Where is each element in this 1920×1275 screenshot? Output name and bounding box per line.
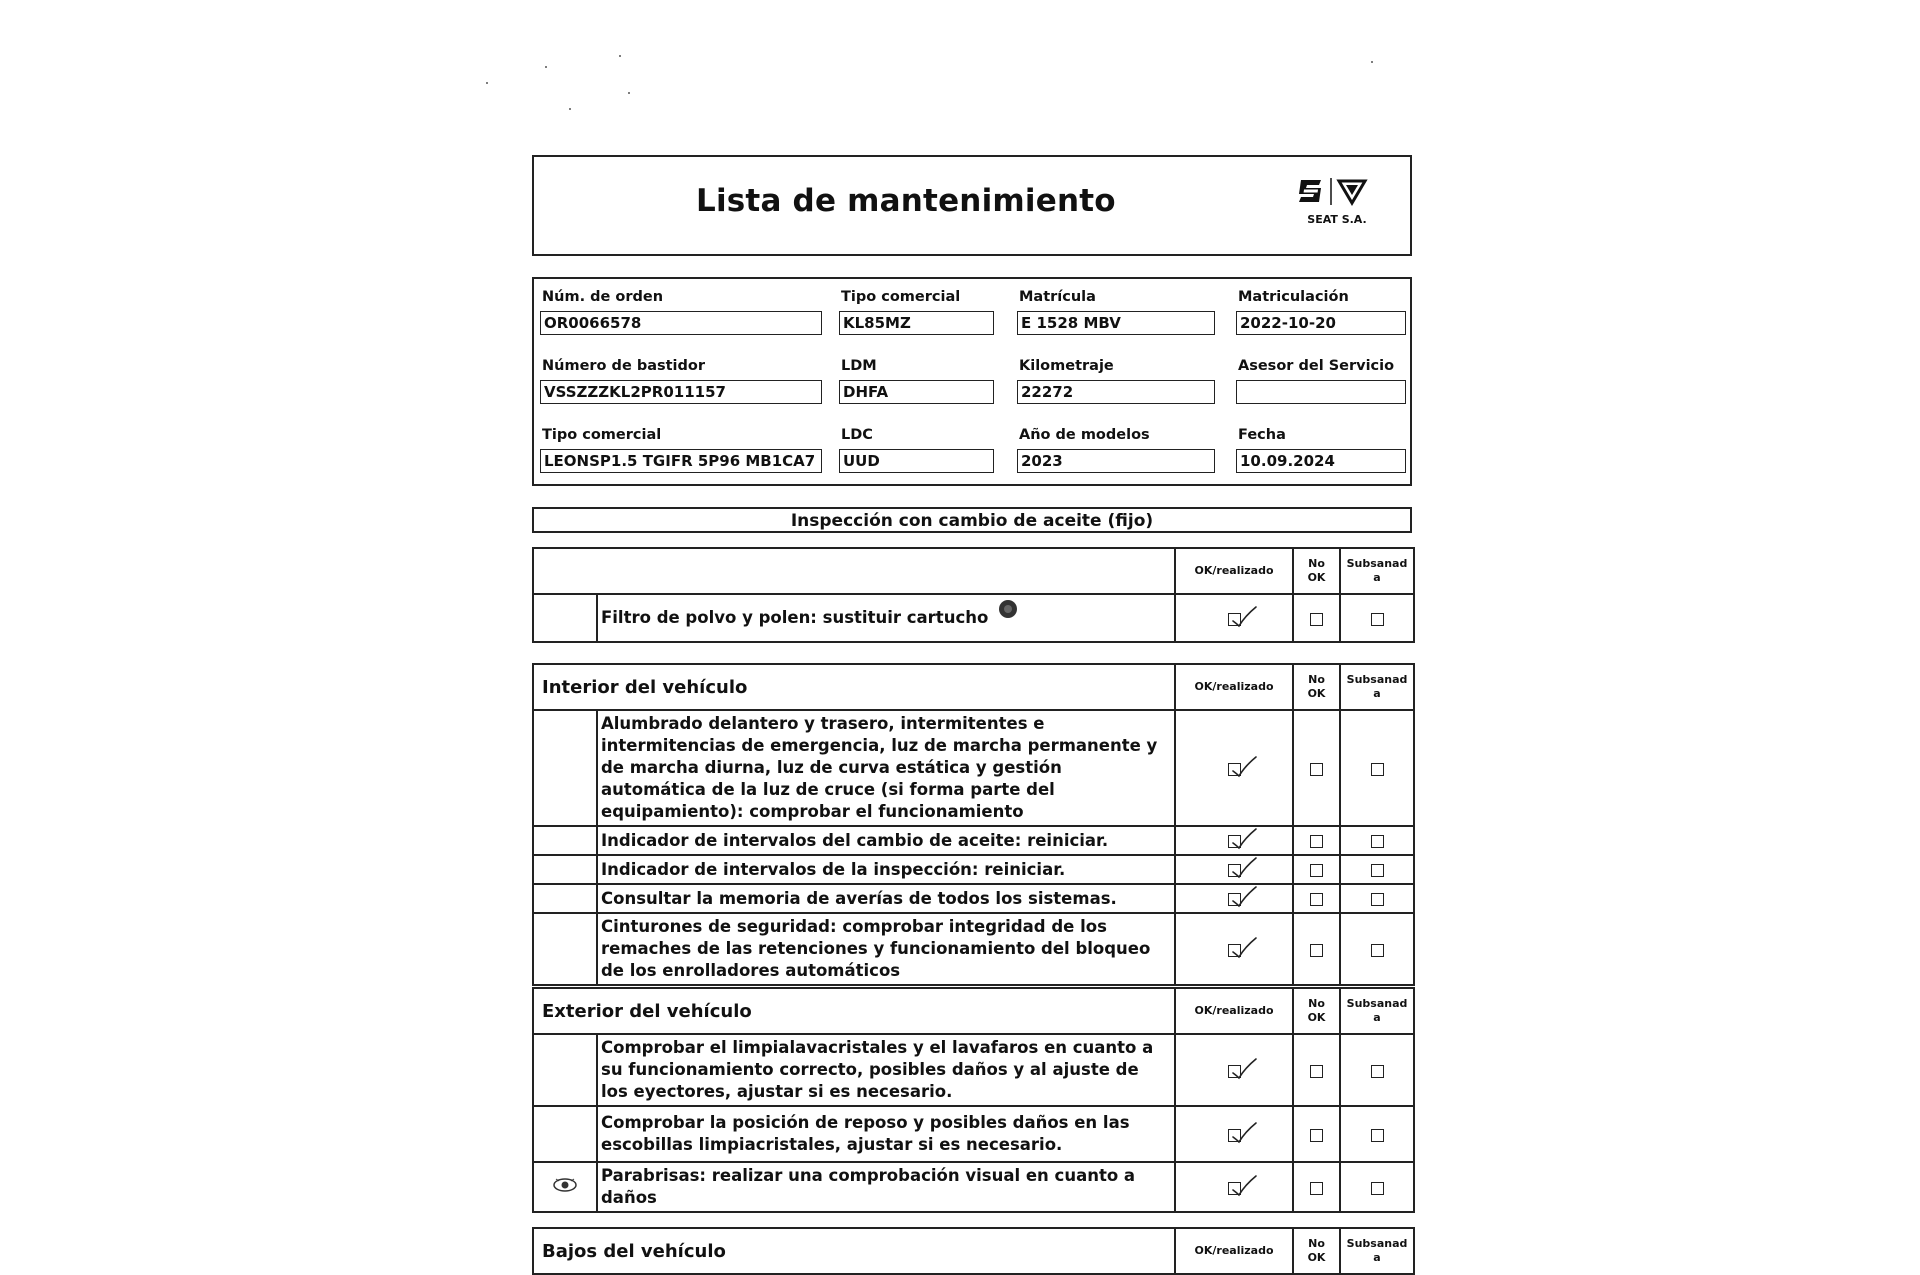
handwritten-check-icon [1231, 828, 1257, 850]
row-icon-cell [533, 710, 597, 826]
model-year-field[interactable]: 2023 [1017, 449, 1215, 473]
ok-checkbox[interactable] [1228, 1182, 1241, 1195]
checkbox-cell-ok [1175, 1034, 1293, 1106]
checkbox-cell-nok [1293, 913, 1340, 985]
commercial-type-label: Tipo comercial [841, 289, 961, 305]
col-not-ok: No OK [1293, 664, 1340, 710]
checklist-row [533, 1034, 1414, 1106]
checkbox-cell-nok [1293, 1034, 1340, 1106]
commercial-type-2-label: Tipo comercial [542, 427, 662, 443]
scan-speck [619, 55, 621, 57]
row-description-text: Filtro de polvo y polen: sustituir cartucho [601, 608, 989, 627]
checklist-row [533, 855, 1414, 884]
not-ok-checkbox[interactable] [1310, 1182, 1323, 1195]
row-description-text: Consultar la memoria de averías de todos los sistemas. [601, 888, 1117, 908]
ok-checkbox[interactable] [1228, 944, 1241, 957]
checkbox-cell-nok [1293, 594, 1340, 642]
row-icon-cell [533, 826, 597, 855]
scan-speck [1371, 61, 1373, 63]
ok-checkbox[interactable] [1228, 893, 1241, 906]
row-description [597, 1162, 1175, 1212]
commercial-type-2-field[interactable]: LEONSP1.5 TGIFR 5P96 MB1CA7 [540, 449, 822, 473]
row-description-text: Alumbrado delantero y trasero, intermitentes e intermitencias de emergencia, luz de marcha permanente y de marcha diurna, luz de curva estática y gestión automática de la luz de cruce (si forma parte del equipamiento): comprobar el funcionamiento [601, 714, 1158, 821]
checkbox-cell-ok [1175, 594, 1293, 642]
row-description [597, 1034, 1175, 1106]
row-icon-cell [533, 855, 597, 884]
row-description [597, 855, 1175, 884]
col-fixed: Subsanad a [1340, 548, 1414, 594]
checkbox-cell-sub [1340, 855, 1414, 884]
not-ok-checkbox[interactable] [1310, 944, 1323, 957]
col-fixed: Subsanad a [1340, 664, 1414, 710]
title-box [532, 155, 1412, 256]
checkbox-cell-sub [1340, 1034, 1414, 1106]
mileage-label: Kilometraje [1019, 358, 1114, 374]
checkbox-cell-sub [1340, 826, 1414, 855]
checkbox-cell-ok [1175, 855, 1293, 884]
logo-text: SEAT S.A. [1307, 213, 1367, 226]
col-ok: OK/realizado [1175, 988, 1293, 1034]
row-description [597, 1106, 1175, 1162]
checklist-row [533, 1106, 1414, 1162]
checkbox-cell-nok [1293, 1162, 1340, 1212]
row-description [597, 826, 1175, 855]
handwritten-check-icon [1231, 857, 1257, 879]
eye-icon [552, 1178, 578, 1197]
checkbox-cell-ok [1175, 710, 1293, 826]
fixed-checkbox[interactable] [1371, 1065, 1384, 1078]
row-description-text: Indicador de intervalos del cambio de aceite: reiniciar. [601, 830, 1109, 850]
row-description-text: Cinturones de seguridad: comprobar integridad de los remaches de las retenciones y funcionamiento del bloqueo de los enrolladores automáticos [601, 917, 1151, 980]
not-ok-checkbox[interactable] [1310, 1129, 1323, 1142]
fixed-checkbox[interactable] [1371, 613, 1384, 626]
handwritten-check-icon [1231, 1122, 1257, 1144]
not-ok-checkbox[interactable] [1310, 864, 1323, 877]
vin-field[interactable]: VSSZZZKL2PR011157 [540, 380, 822, 404]
row-description [597, 594, 1175, 642]
checkbox-cell-nok [1293, 710, 1340, 826]
model-year-label: Año de modelos [1019, 427, 1150, 443]
checkbox-cell-sub [1340, 710, 1414, 826]
checkbox-cell-ok [1175, 913, 1293, 985]
row-icon-cell [533, 913, 597, 985]
col-not-ok: No OK [1293, 1228, 1340, 1274]
vin-label: Número de bastidor [542, 358, 706, 374]
ldm-field[interactable]: DHFA [839, 380, 994, 404]
date-label: Fecha [1238, 427, 1286, 443]
checklist-row [533, 826, 1414, 855]
plate-field[interactable]: E 1528 MBV [1017, 311, 1215, 335]
registration-field[interactable]: 2022-10-20 [1236, 311, 1406, 335]
section-interior [532, 663, 1415, 986]
section-exterior [532, 987, 1415, 1213]
not-ok-checkbox[interactable] [1310, 763, 1323, 776]
page-title: Lista de mantenimiento [696, 183, 1116, 219]
date-field[interactable]: 10.09.2024 [1236, 449, 1406, 473]
checklist-row [533, 710, 1414, 826]
vehicle-info-box [532, 277, 1412, 486]
scan-speck [545, 66, 547, 68]
fixed-checkbox[interactable] [1371, 1182, 1384, 1195]
checklist-row [533, 884, 1414, 913]
handwritten-check-icon [1231, 886, 1257, 908]
row-description [597, 710, 1175, 826]
section-filter [532, 547, 1415, 643]
row-icon-cell [533, 1162, 597, 1212]
col-not-ok: No OK [1293, 548, 1340, 594]
seat-cupra-logo [1299, 175, 1375, 235]
row-icon-cell [533, 1106, 597, 1162]
checkbox-cell-sub [1340, 594, 1414, 642]
order-number-field[interactable]: OR0066578 [540, 311, 822, 335]
checklist-row [533, 594, 1414, 642]
row-description [597, 884, 1175, 913]
fixed-checkbox[interactable] [1371, 864, 1384, 877]
ldc-label: LDC [841, 427, 873, 443]
col-ok: OK/realizado [1175, 548, 1293, 594]
col-fixed: Subsanad a [1340, 988, 1414, 1034]
handwritten-check-icon [1231, 1175, 1257, 1197]
row-description-text: Comprobar el limpialavacristales y el lavafaros en cuanto a su funcionamiento correcto, posibles daños y al ajuste de los eyectores, ajustar si es necesario. [601, 1038, 1154, 1101]
not-ok-checkbox[interactable] [1310, 835, 1323, 848]
section-title: Bajos del vehículo [533, 1228, 1175, 1274]
mileage-field[interactable]: 22272 [1017, 380, 1215, 404]
col-fixed: Subsanad a [1340, 1228, 1414, 1274]
checkbox-cell-sub [1340, 1106, 1414, 1162]
ok-checkbox[interactable] [1228, 864, 1241, 877]
registration-label: Matriculación [1238, 289, 1349, 305]
fixed-checkbox[interactable] [1371, 1129, 1384, 1142]
inspection-title-box [532, 507, 1412, 533]
scan-speck [486, 82, 488, 84]
row-description-text: Parabrisas: realizar una comprobación visual en cuanto a daños [601, 1166, 1136, 1207]
inspection-title: Inspección con cambio de aceite (fijo) [790, 511, 1154, 531]
plate-label: Matrícula [1019, 289, 1096, 305]
checkbox-cell-ok [1175, 884, 1293, 913]
not-ok-checkbox[interactable] [1310, 1065, 1323, 1078]
checkbox-cell-nok [1293, 1106, 1340, 1162]
ok-checkbox[interactable] [1228, 835, 1241, 848]
handwritten-check-icon [1231, 756, 1257, 778]
checkbox-cell-nok [1293, 884, 1340, 913]
ok-checkbox[interactable] [1228, 1129, 1241, 1142]
col-ok: OK/realizado [1175, 1228, 1293, 1274]
checkbox-cell-sub [1340, 913, 1414, 985]
service-advisor-label: Asesor del Servicio [1238, 358, 1395, 374]
order-number-label: Núm. de orden [542, 289, 664, 305]
row-description [597, 913, 1175, 985]
section-title: Exterior del vehículo [533, 988, 1175, 1034]
row-description-text: Indicador de intervalos de la inspección: reiniciar. [601, 859, 1066, 879]
scan-speck [569, 108, 571, 110]
checkbox-cell-sub [1340, 884, 1414, 913]
seat-logo-icon [1299, 175, 1375, 209]
checkbox-cell-ok [1175, 1106, 1293, 1162]
checkbox-cell-nok [1293, 855, 1340, 884]
ok-checkbox[interactable] [1228, 613, 1241, 626]
checkbox-cell-ok [1175, 826, 1293, 855]
fixed-checkbox[interactable] [1371, 835, 1384, 848]
checkbox-cell-ok [1175, 1162, 1293, 1212]
checkbox-cell-nok [1293, 826, 1340, 855]
row-icon-cell [533, 1034, 597, 1106]
row-description-text: Comprobar la posición de reposo y posibles daños en las escobillas limpiacristales, ajustar si es necesario. [601, 1113, 1130, 1154]
commercial-type-field[interactable]: KL85MZ [839, 311, 994, 335]
col-not-ok: No OK [1293, 988, 1340, 1034]
section-underbody [532, 1227, 1415, 1275]
handwritten-check-icon [1231, 1058, 1257, 1080]
ldc-field[interactable]: UUD [839, 449, 994, 473]
checklist-row [533, 913, 1414, 985]
ok-checkbox[interactable] [1228, 1065, 1241, 1078]
ok-checkbox[interactable] [1228, 763, 1241, 776]
dot-icon [998, 599, 1018, 625]
section-title: Interior del vehículo [533, 664, 1175, 710]
row-icon-cell [533, 884, 597, 913]
row-icon-cell [533, 594, 597, 642]
fixed-checkbox[interactable] [1371, 763, 1384, 776]
checklist-row [533, 1162, 1414, 1212]
service-advisor-field[interactable] [1236, 380, 1406, 404]
checkbox-cell-sub [1340, 1162, 1414, 1212]
not-ok-checkbox[interactable] [1310, 613, 1323, 626]
scan-speck [628, 92, 630, 94]
handwritten-check-icon [1231, 606, 1257, 628]
ldm-label: LDM [841, 358, 877, 374]
not-ok-checkbox[interactable] [1310, 893, 1323, 906]
fixed-checkbox[interactable] [1371, 893, 1384, 906]
handwritten-check-icon [1231, 937, 1257, 959]
col-ok: OK/realizado [1175, 664, 1293, 710]
section-title [533, 548, 1175, 594]
fixed-checkbox[interactable] [1371, 944, 1384, 957]
